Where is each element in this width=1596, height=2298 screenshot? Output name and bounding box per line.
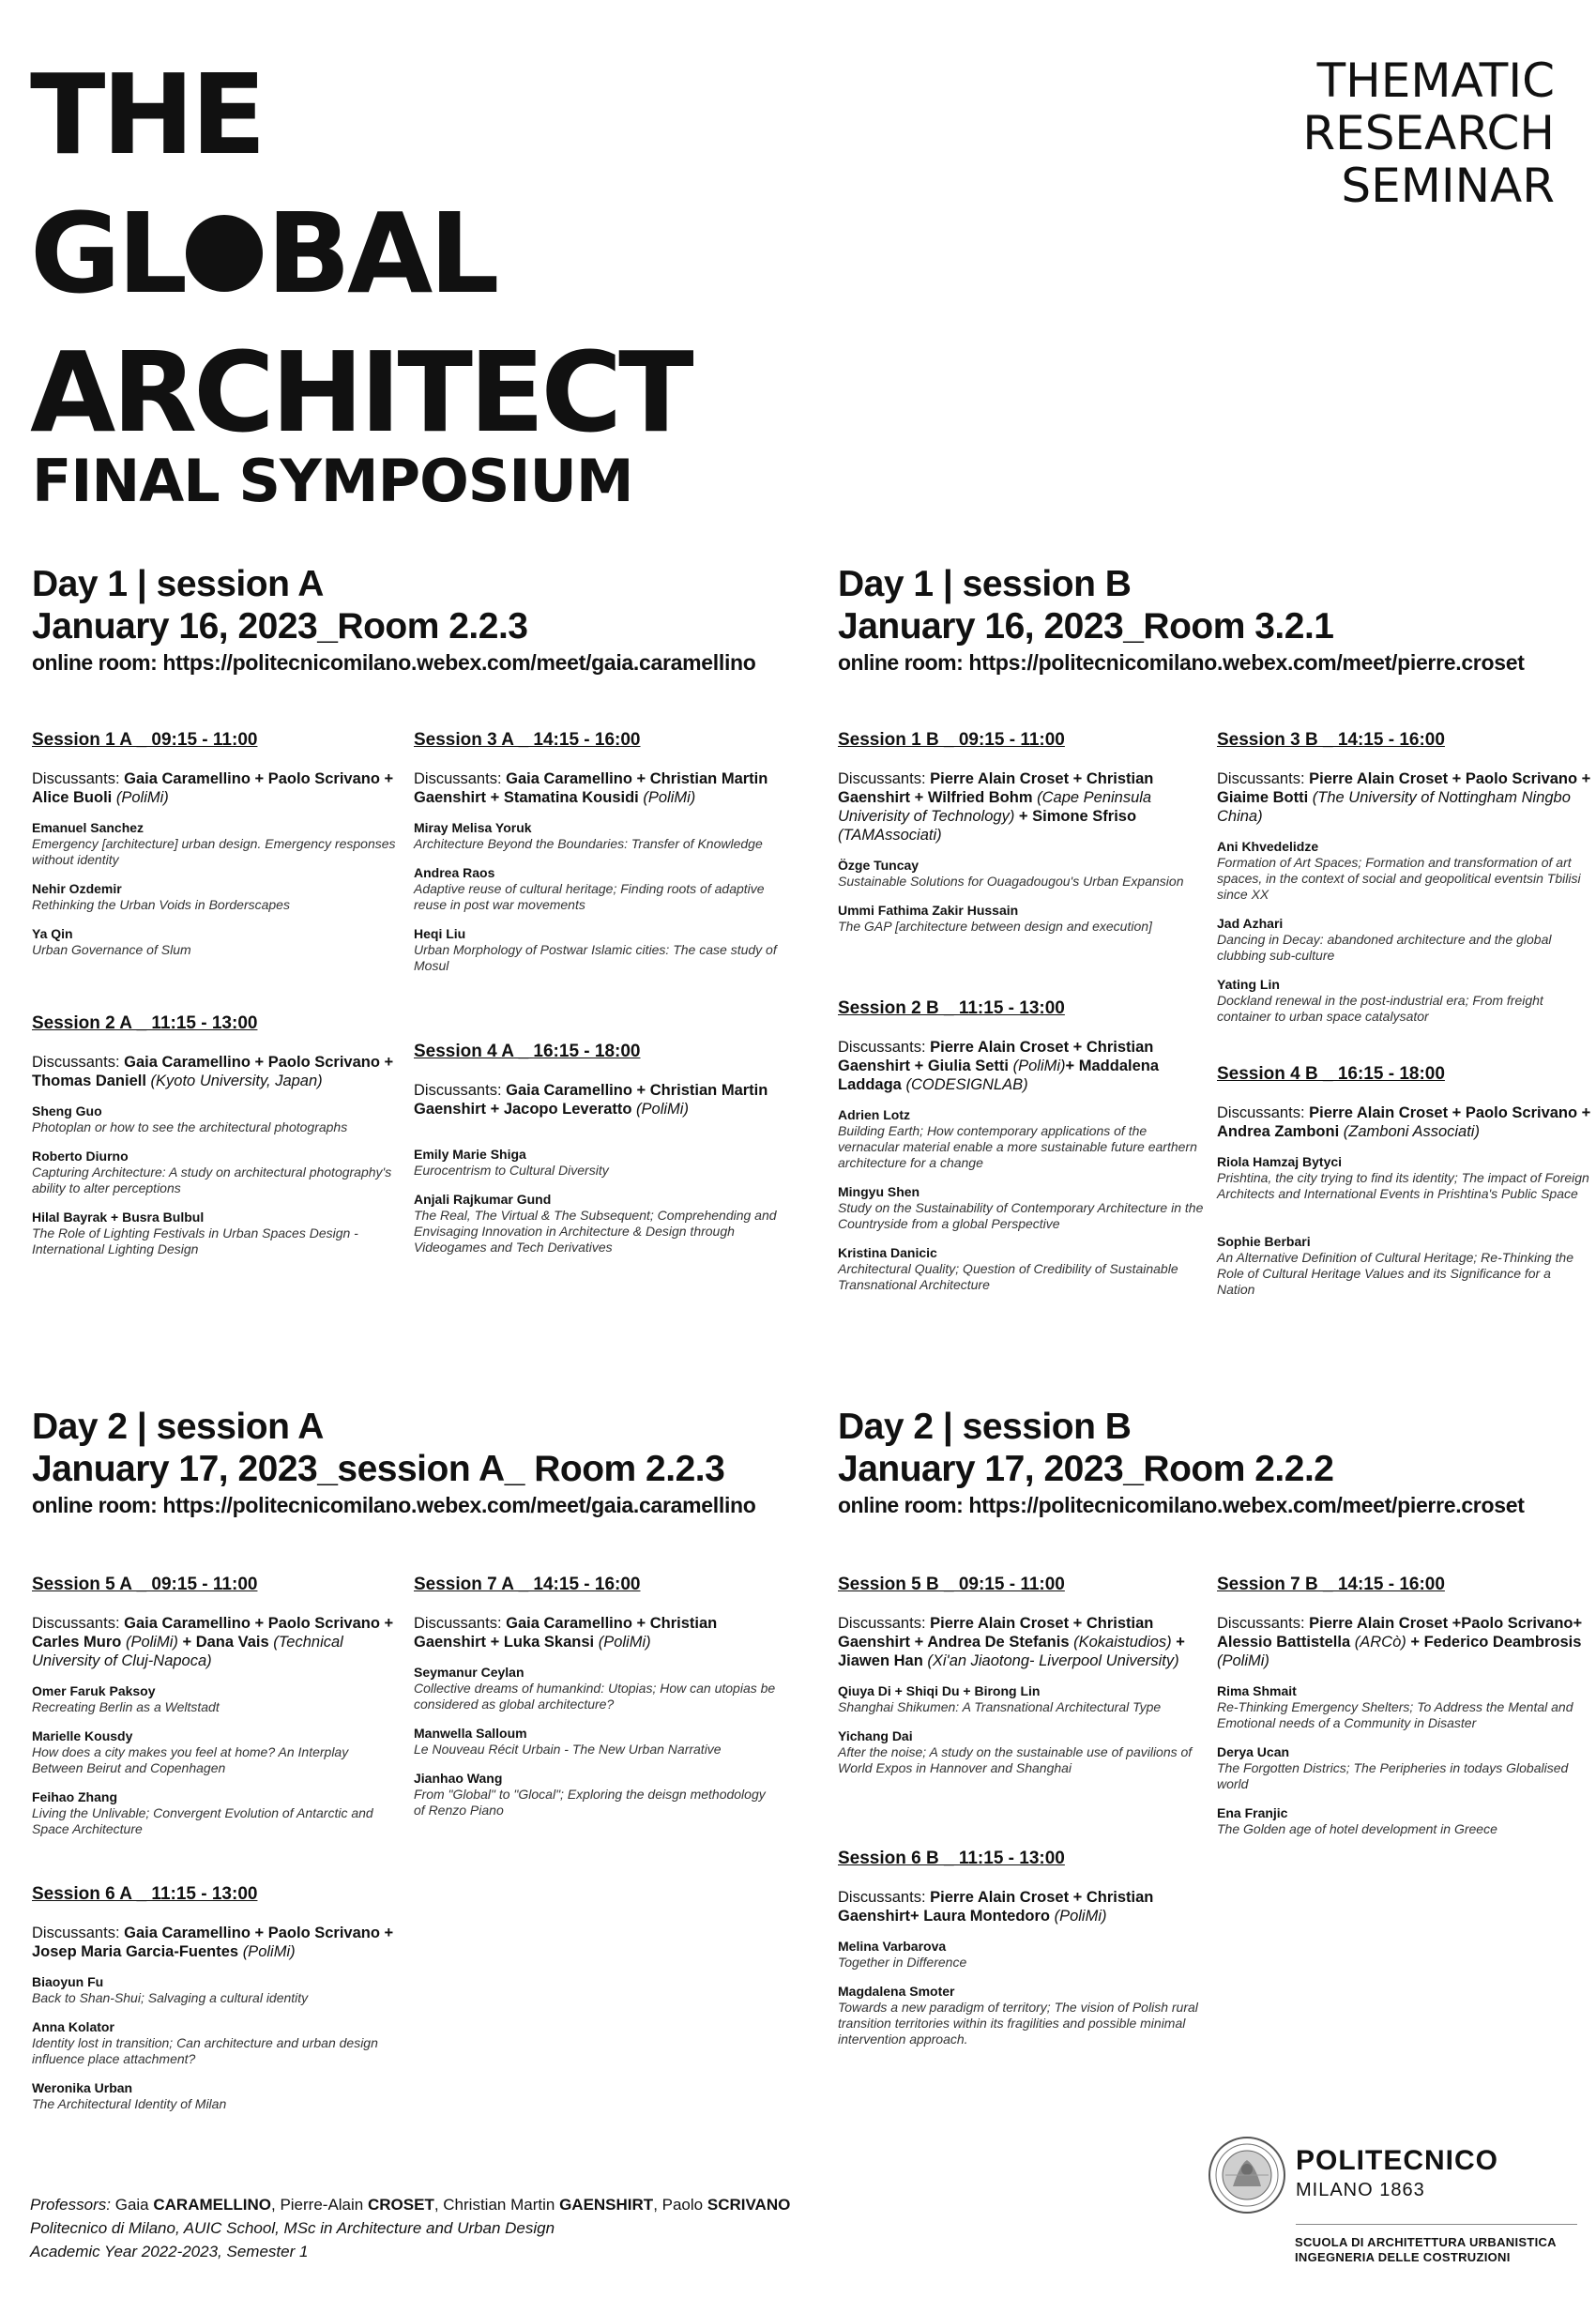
speaker-name: Marielle Kousdy xyxy=(32,1728,133,1743)
professor-last-name: SCRIVANO xyxy=(707,2196,791,2214)
speaker-name: Manwella Salloum xyxy=(414,1726,527,1741)
day-title: Day 2 | session A xyxy=(32,1407,324,1447)
talk-title: Study on the Sustainability of Contemporary Architecture in the Countryside from a global Perspective xyxy=(838,1200,1204,1231)
talk-title: From "Global" to "Glocal"; Exploring the deisgn methodology of Renzo Piano xyxy=(414,1787,766,1818)
talk-title: Sustainable Solutions for Ouagadougou's Urban Expansion xyxy=(838,874,1184,889)
day-title: Day 2 | session B xyxy=(838,1407,1132,1447)
discussants-affiliation: (The University of Nottingham Ningbo China) xyxy=(1217,789,1571,825)
speaker-name: Mingyu Shen xyxy=(838,1184,920,1199)
discussants xyxy=(1217,1614,1592,1670)
session-heading: Session 4 B _ 16:15 - 18:00 xyxy=(1217,1064,1445,1084)
speaker-name: Kristina Danicic xyxy=(838,1245,937,1260)
session-heading: Session 3 A _ 14:15 - 16:00 xyxy=(414,730,641,750)
discussants-affiliation: (PoliMi) xyxy=(636,1101,689,1118)
discussants-affiliation: (PoliMi) xyxy=(598,1634,651,1651)
discussants-names: Gaia Caramellino + Christian Gaenshirt + Luka Skansi xyxy=(414,1615,718,1651)
talk-title: Photoplan or how to see the architectural photographs xyxy=(32,1119,348,1134)
session-heading: Session 1 A _ 09:15 - 11:00 xyxy=(32,730,258,750)
discussants-affiliation: (PoliMi) xyxy=(643,789,696,806)
discussants-extra-affiliation: (PoliMi) xyxy=(1217,1652,1269,1669)
talk-item xyxy=(32,1103,398,1135)
professor-last-name: CROSET xyxy=(367,2196,434,2214)
university-seal-icon xyxy=(1207,2132,1287,2222)
talk-item xyxy=(838,1107,1204,1171)
online-room-label: online room: xyxy=(32,1493,158,1517)
talk-title: The Role of Lighting Festivals in Urban Spaces Design - International Lighting Design xyxy=(32,1225,358,1256)
session-heading: Session 7 B _ 14:15 - 16:00 xyxy=(1217,1575,1445,1594)
talk-title: Rethinking the Urban Voids in Borderscapes xyxy=(32,897,290,912)
talk-item xyxy=(838,1728,1204,1776)
discussants-affiliation: (Kyoto University, Japan) xyxy=(150,1073,323,1089)
talk-item xyxy=(838,1245,1204,1293)
discussants-names: Gaia Caramellino + Christian Martin Gaenshirt + Stamatina Kousidi xyxy=(414,770,768,806)
discussants-extra-names: + Jiawen Han xyxy=(838,1634,1185,1669)
talk-item xyxy=(32,820,398,868)
logo-school-line-2: INGEGNERIA DELLE COSTRUZIONI xyxy=(1295,2250,1511,2264)
speaker-name: Emily Marie Shiga xyxy=(414,1147,526,1162)
day-title: Day 1 | session B xyxy=(838,564,1132,604)
discussants-names: Gaia Caramellino + Paolo Scrivano + Thomas Daniell xyxy=(32,1054,394,1089)
talk-title: Shanghai Shikumen: A Transnational Architectural Type xyxy=(838,1699,1162,1714)
discussants-names: Pierre Alain Croset + Christian Gaenshirt + Wilfried Bohm xyxy=(838,770,1154,806)
talk-title: Recreating Berlin as a Weltstadt xyxy=(32,1699,220,1714)
talk-item xyxy=(32,881,398,913)
discussants-affiliation: (Cape Peninsula Univerisity of Technology) xyxy=(838,789,1152,825)
online-room xyxy=(32,649,756,676)
talk-title: Re-Thinking Emergency Shelters; To Address the Mental and Emotional needs of a Community in Disaster xyxy=(1217,1699,1573,1730)
online-room-link[interactable]: https://politecnicomilano.webex.com/meet/pierre.croset xyxy=(968,650,1525,675)
talk-title: Dockland renewal in the post-industrial era; From freight container to urban space catalysator xyxy=(1217,993,1543,1024)
professor-last-name: CARAMELLINO xyxy=(153,2196,271,2214)
discussants-affiliation: (PoliMi) xyxy=(1012,1058,1066,1074)
speaker-name: Sheng Guo xyxy=(32,1103,102,1119)
discussants-extra-names: + Simone Sfriso xyxy=(1018,808,1137,825)
talk-item xyxy=(32,926,398,958)
talk-item xyxy=(32,1683,398,1715)
online-room-link[interactable]: https://politecnicomilano.webex.com/meet/gaia.caramellino xyxy=(162,650,756,675)
professors-names: Gaia CARAMELLINO, Pierre-Alain CROSET, Christian Martin GAENSHIRT, Paolo SCRIVANO xyxy=(114,2196,791,2214)
talk-title: Towards a new paradigm of territory; The vision of Polish rural transition territories within its fragilities and possible minimal intervention approach. xyxy=(838,2000,1198,2047)
professor-first-name: Paolo xyxy=(661,2196,704,2214)
seminar-line-1: THEMATIC xyxy=(1316,53,1555,108)
discussants xyxy=(1217,769,1592,826)
speaker-name: Ani Khvedelidze xyxy=(1217,839,1319,854)
speaker-name: Nehir Ozdemir xyxy=(32,881,122,896)
speaker-name: Hilal Bayrak + Busra Bulbul xyxy=(32,1210,205,1225)
talk-title: Dancing in Decay: abandoned architecture and the global clubbing sub-culture xyxy=(1217,932,1552,963)
discussants xyxy=(32,1053,398,1090)
discussants-affiliation: (PoliMi) xyxy=(115,789,169,806)
online-room-link[interactable]: https://politecnicomilano.webex.com/meet/pierre.croset xyxy=(968,1493,1525,1517)
talk-title: The Golden age of hotel development in Greece xyxy=(1217,1821,1497,1836)
online-room xyxy=(838,1492,1525,1518)
discussants xyxy=(32,1614,398,1670)
talk-title: Prishtina, the city trying to find its identity; The impact of Foreign Architects and International Events in Prishtina's Public Space xyxy=(1217,1170,1589,1201)
session-1b xyxy=(838,730,1204,948)
day1-session-b-header xyxy=(838,563,1525,676)
discussants-extra-names: + Maddalena Laddaga xyxy=(838,1058,1160,1093)
day-title: Day 1 | session A xyxy=(32,564,324,604)
professors-line xyxy=(30,2193,790,2216)
speaker-name: Derya Ucan xyxy=(1217,1744,1290,1759)
talk-item xyxy=(32,1728,398,1776)
talk-item xyxy=(32,1789,398,1837)
speaker-name: Riola Hamzaj Bytyci xyxy=(1217,1154,1343,1169)
speaker-name: Magdalena Smoter xyxy=(838,1984,955,1999)
discussants-names: Pierre Alain Croset + Paolo Scrivano + Giaime Botti xyxy=(1217,770,1591,806)
talk-title: An Alternative Definition of Cultural Heritage; Re-Thinking the Role of Cultural Heritage Values and its Significance for a Nation xyxy=(1217,1250,1574,1297)
discussants-names: Pierre Alain Croset + Christian Gaenshirt+ Laura Montedoro xyxy=(838,1889,1154,1925)
talk-item xyxy=(414,820,780,852)
discussants-label: Discussants: xyxy=(1217,1615,1305,1632)
seminar-label xyxy=(1302,54,1555,212)
discussants-affiliation: (Zamboni Associati) xyxy=(1343,1123,1480,1140)
speaker-name: Omer Faruk Paksoy xyxy=(32,1683,156,1698)
session-6b xyxy=(838,1849,1204,2061)
discussants-extra-names: + Federico Deambrosis xyxy=(1410,1634,1582,1651)
speaker-name: Weronika Urban xyxy=(32,2080,133,2095)
session-2b xyxy=(838,998,1204,1306)
talk-item xyxy=(32,2080,398,2112)
session-4a xyxy=(414,1042,780,1269)
title-global-part-b: BAL xyxy=(266,189,496,318)
talk-item xyxy=(32,1974,398,2006)
session-heading: Session 5 A _ 09:15 - 11:00 xyxy=(32,1575,258,1594)
discussants-affiliation: (ARCò) xyxy=(1354,1634,1406,1651)
speaker-name: Emanuel Sanchez xyxy=(32,820,144,835)
talk-item xyxy=(838,1683,1204,1715)
discussants-names: Gaia Caramellino + Christian Martin Gaenshirt + Jacopo Leveratto xyxy=(414,1082,768,1118)
online-room-label: online room: xyxy=(838,1493,964,1517)
session-heading: Session 5 B _ 09:15 - 11:00 xyxy=(838,1575,1065,1594)
speaker-name: Anjali Rajkumar Gund xyxy=(414,1192,552,1207)
day-date: January 16, 2023_Room 3.2.1 xyxy=(838,606,1334,647)
discussants-affiliation: (Kokaistudios) xyxy=(1073,1634,1172,1651)
logo-name: POLITECNICO xyxy=(1296,2145,1499,2176)
speaker-name: Miray Melisa Yoruk xyxy=(414,820,532,835)
talk-title: The Architectural Identity of Milan xyxy=(32,2096,227,2111)
talk-title: Eurocentrism to Cultural Diversity xyxy=(414,1163,609,1178)
poster-subtitle: FINAL SYMPOSIUM xyxy=(32,447,633,515)
speaker-name: Yating Lin xyxy=(1217,977,1280,992)
discussants xyxy=(414,1081,780,1119)
talk-item xyxy=(1217,839,1592,903)
talk-item xyxy=(838,858,1204,890)
session-7b xyxy=(1217,1575,1592,1850)
seminar-line-2: RESEARCH xyxy=(1302,106,1555,160)
speaker-name: Jianhao Wang xyxy=(414,1771,503,1786)
day-date: January 16, 2023_Room 2.2.3 xyxy=(32,606,528,647)
discussants-label: Discussants: xyxy=(1217,1104,1305,1121)
discussants-names: Pierre Alain Croset + Christian Gaenshirt + Andrea De Stefanis xyxy=(838,1615,1154,1651)
speaker-name: Heqi Liu xyxy=(414,926,466,941)
discussants-extra-affiliation: (Technical University of Cluj-Napoca) xyxy=(32,1634,343,1669)
talk-title: Identity lost in transition; Can architecture and urban design influence place attachment? xyxy=(32,2035,378,2066)
speaker-name: Seymanur Ceylan xyxy=(414,1665,524,1680)
discussants-label: Discussants: xyxy=(838,1615,926,1632)
discussants-names: Pierre Alain Croset + Paolo Scrivano + Andrea Zamboni xyxy=(1217,1104,1591,1140)
online-room-label: online room: xyxy=(32,650,158,675)
talk-item xyxy=(414,1726,780,1758)
speaker-name: Melina Varbarova xyxy=(838,1939,947,1954)
discussants-affiliation: (PoliMi) xyxy=(242,1943,296,1960)
discussants xyxy=(1217,1103,1592,1141)
day-date: January 17, 2023_session A_ Room 2.2.3 xyxy=(32,1449,725,1489)
day1-session-a-header xyxy=(32,563,756,676)
seminar-line-3: SEMINAR xyxy=(1341,159,1555,213)
talk-item xyxy=(414,926,780,974)
talk-item xyxy=(414,865,780,913)
speaker-name: Feihao Zhang xyxy=(32,1789,117,1804)
session-heading: Session 3 B _ 14:15 - 16:00 xyxy=(1217,730,1445,750)
session-1a xyxy=(32,730,398,971)
talk-title: Le Nouveau Récit Urbain - The New Urban Narrative xyxy=(414,1742,722,1757)
session-heading: Session 4 A _ 16:15 - 18:00 xyxy=(414,1042,641,1061)
session-5b xyxy=(838,1575,1204,1789)
speaker-name: Sophie Berbari xyxy=(1217,1234,1311,1249)
talk-title: Back to Shan-Shui; Salvaging a cultural identity xyxy=(32,1990,309,2005)
speaker-name: Ena Franjic xyxy=(1217,1805,1288,1820)
discussants xyxy=(838,1614,1204,1670)
discussants-extra-names: + Dana Vais xyxy=(182,1634,269,1651)
professor-first-name: Christian Martin xyxy=(443,2196,555,2214)
session-5a xyxy=(32,1575,398,1850)
talk-item xyxy=(1217,977,1592,1025)
discussants-names: Gaia Caramellino + Paolo Scrivano + Josep Maria Garcia-Fuentes xyxy=(32,1925,394,1960)
discussants-label: Discussants: xyxy=(414,770,502,787)
session-3a xyxy=(414,730,780,987)
logo-city: MILANO 1863 xyxy=(1296,2180,1425,2200)
discussants-names: Pierre Alain Croset +Paolo Scrivano+ Alessio Battistella xyxy=(1217,1615,1583,1651)
session-2a xyxy=(32,1013,398,1271)
speaker-name: Biaoyun Fu xyxy=(32,1974,104,1989)
session-7a xyxy=(414,1575,780,1832)
professor-first-name: Pierre-Alain xyxy=(280,2196,364,2214)
discussants-names: Gaia Caramellino + Paolo Scrivano + Carles Muro xyxy=(32,1615,394,1651)
talk-item xyxy=(414,1192,780,1256)
session-heading: Session 6 B _ 11:15 - 13:00 xyxy=(838,1849,1065,1868)
talk-title: Architectural Quality; Question of Credibility of Sustainable Transnational Architecture xyxy=(838,1261,1178,1292)
talk-title: The Real, The Virtual & The Subsequent; Comprehending and Envisaging Innovation in Architecture & Design through Videogames and Tech Derivatives xyxy=(414,1208,777,1255)
speaker-name: Rima Shmait xyxy=(1217,1683,1297,1698)
discussants-label: Discussants: xyxy=(838,1889,926,1906)
globe-dot-icon xyxy=(186,215,263,292)
discussants-extra-affiliation: (CODESIGNLAB) xyxy=(905,1076,1028,1093)
talk-title: Living the Unlivable; Convergent Evolution of Antarctic and Space Architecture xyxy=(32,1805,373,1836)
discussants-label: Discussants: xyxy=(838,770,926,787)
day-date: January 17, 2023_Room 2.2.2 xyxy=(838,1449,1334,1489)
institution-line: Politecnico di Milano, AUIC School, MSc in Architecture and Urban Design xyxy=(30,2219,555,2237)
discussants-label: Discussants: xyxy=(32,770,120,787)
title-line-the: THE xyxy=(30,50,263,179)
footer-credits xyxy=(30,2193,790,2263)
discussants xyxy=(414,769,780,807)
discussants-affiliation: (PoliMi) xyxy=(125,1634,178,1651)
speaker-name: Ya Qin xyxy=(32,926,73,941)
talk-title: Urban Governance of Slum xyxy=(32,942,191,957)
talk-item xyxy=(838,1184,1204,1232)
speaker-name: Anna Kolator xyxy=(32,2019,114,2034)
discussants xyxy=(838,769,1204,845)
logo-divider xyxy=(1296,2224,1577,2225)
online-room xyxy=(32,1492,756,1518)
speaker-name: Roberto Diurno xyxy=(32,1149,129,1164)
discussants xyxy=(414,1614,780,1651)
session-heading: Session 6 A _ 11:15 - 13:00 xyxy=(32,1884,258,1904)
discussants-names: Gaia Caramellino + Paolo Scrivano + Alice Buoli xyxy=(32,770,394,806)
talk-item xyxy=(838,903,1204,935)
speaker-name: Adrien Lotz xyxy=(838,1107,910,1122)
talk-title: Adaptive reuse of cultural heritage; Finding roots of adaptive reuse in post war movements xyxy=(414,881,765,912)
discussants-names: Pierre Alain Croset + Christian Gaenshirt + Giulia Setti xyxy=(838,1039,1154,1074)
discussants-extra-affiliation: (TAMAssociati) xyxy=(838,827,942,844)
talk-title: The GAP [architecture between design and execution] xyxy=(838,919,1152,934)
discussants-label: Discussants: xyxy=(414,1082,502,1099)
session-3b xyxy=(1217,730,1592,1038)
session-heading: Session 2 A _ 11:15 - 13:00 xyxy=(32,1013,258,1033)
talk-item xyxy=(838,1939,1204,1971)
day2-session-a-header xyxy=(32,1406,756,1518)
title-line-architect: ARCHITECT xyxy=(30,327,691,457)
title-line-global xyxy=(30,184,691,323)
talk-title: Formation of Art Spaces; Formation and transformation of art spaces, in the context of social and geopolitical eventsin Tbilisi since XX xyxy=(1217,855,1581,902)
talk-item xyxy=(1217,1744,1592,1792)
talk-item xyxy=(1217,1683,1592,1731)
discussants-label: Discussants: xyxy=(32,1925,120,1941)
talk-title: Urban Morphology of Postwar Islamic cities: The case study of Mosul xyxy=(414,942,777,973)
session-4b xyxy=(1217,1064,1592,1311)
session-heading: Session 2 B _ 11:15 - 13:00 xyxy=(838,998,1065,1018)
speaker-name: Jad Azhari xyxy=(1217,916,1284,931)
title-global-part-a: GL xyxy=(30,189,185,318)
talk-item xyxy=(414,1665,780,1712)
talk-item xyxy=(414,1771,780,1819)
discussants-label: Discussants: xyxy=(414,1615,502,1632)
speaker-name: Andrea Raos xyxy=(414,865,495,880)
talk-item xyxy=(1217,1234,1592,1298)
discussants xyxy=(32,769,398,807)
professor-last-name: GAENSHIRT xyxy=(559,2196,654,2214)
professor-first-name: Gaia xyxy=(114,2196,149,2214)
academic-year-line: Academic Year 2022-2023, Semester 1 xyxy=(30,2243,309,2260)
discussants xyxy=(32,1924,398,1961)
speaker-name: Ummi Fathima Zakir Hussain xyxy=(838,903,1019,918)
speaker-name: Qiuya Di + Shiqi Du + Birong Lin xyxy=(838,1683,1041,1698)
poster-title xyxy=(30,45,691,462)
talk-title: Collective dreams of humankind: Utopias; How can utopias be considered as global architecture? xyxy=(414,1681,776,1712)
talk-item xyxy=(1217,916,1592,964)
discussants-affiliation: (PoliMi) xyxy=(1054,1908,1107,1925)
talk-title: Building Earth; How contemporary applications of the vernacular material enable a more sustainable future earthern architecture for a change xyxy=(838,1123,1197,1170)
talk-title: Together in Difference xyxy=(838,1955,967,1970)
session-6a xyxy=(32,1884,398,2125)
logo-school xyxy=(1295,2235,1557,2265)
logo-school-line-1: SCUOLA DI ARCHITETTURA URBANISTICA xyxy=(1295,2235,1557,2249)
discussants xyxy=(838,1888,1204,1925)
online-room xyxy=(838,649,1525,676)
speaker-name: Yichang Dai xyxy=(838,1728,913,1743)
talk-title: Capturing Architecture: A study on architectural photography's ability to alter perceptions xyxy=(32,1164,392,1195)
discussants-extra-affiliation: (Xi'an Jiaotong- Liverpool University) xyxy=(927,1652,1179,1669)
talk-title: After the noise; A study on the sustainable use of pavilions of World Expos in Hannover and Shanghai xyxy=(838,1744,1193,1775)
day2-session-b-header xyxy=(838,1406,1525,1518)
talk-item xyxy=(1217,1154,1592,1202)
talk-item xyxy=(32,2019,398,2067)
discussants-label: Discussants: xyxy=(32,1615,120,1632)
discussants-label: Discussants: xyxy=(1217,770,1305,787)
discussants xyxy=(838,1038,1204,1094)
session-heading: Session 7 A _ 14:15 - 16:00 xyxy=(414,1575,641,1594)
talk-title: Architecture Beyond the Boundaries: Transfer of Knowledge xyxy=(414,836,763,851)
talk-item xyxy=(32,1210,398,1257)
politecnico-logo xyxy=(1207,2132,1582,2273)
talk-title: How does a city makes you feel at home? An Interplay Between Beirut and Copenhagen xyxy=(32,1744,349,1775)
talk-item xyxy=(1217,1805,1592,1837)
discussants-label: Discussants: xyxy=(32,1054,120,1071)
talk-item xyxy=(414,1147,780,1179)
discussants-label: Discussants: xyxy=(838,1039,926,1056)
talk-item xyxy=(838,1984,1204,2047)
online-room-link[interactable]: https://politecnicomilano.webex.com/meet/gaia.caramellino xyxy=(162,1493,756,1517)
session-heading: Session 1 B _ 09:15 - 11:00 xyxy=(838,730,1065,750)
talk-title: Emergency [architecture] urban design. Emergency responses without identity xyxy=(32,836,396,867)
talk-item xyxy=(32,1149,398,1196)
online-room-label: online room: xyxy=(838,650,964,675)
professors-label: Professors: xyxy=(30,2196,111,2214)
speaker-name: Özge Tuncay xyxy=(838,858,920,873)
talk-title: The Forgotten Districs; The Peripheries in todays Globalised world xyxy=(1217,1760,1569,1791)
